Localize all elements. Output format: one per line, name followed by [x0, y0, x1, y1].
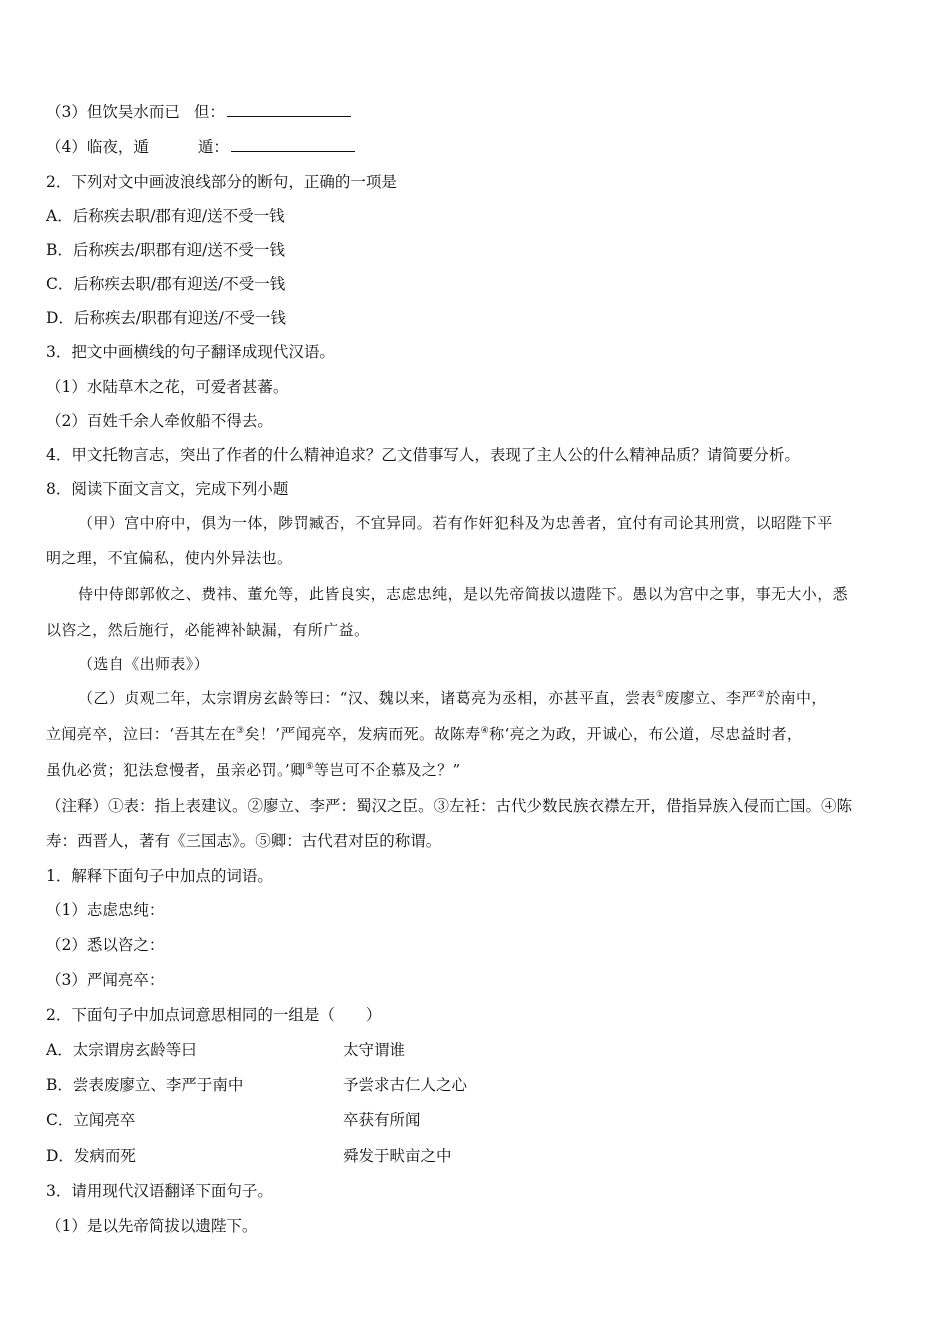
question-stem: 2．下面句子中加点词意思相同的一组是（ ）	[46, 1006, 382, 1024]
sub-question: （1）是以先帝简拔以遗陛下。	[46, 1217, 258, 1235]
passage-text: （乙）贞观二年，太宗谓房玄龄等曰：“汉、魏以来，诸葛亮为丞相，亦甚平直，尝表	[78, 689, 656, 707]
passage-text: 矣！’严闻亮卒，发病而死。故陈寿	[244, 725, 481, 743]
option-b[interactable]: B．后称疾去/职郡有迎/送不受一钱	[46, 241, 285, 259]
sentence-text: （3）但饮吴水而已	[46, 103, 180, 121]
sentence-text: （4）临夜，遁	[46, 138, 149, 156]
sub-question: （1）志虑忠纯：	[46, 901, 165, 919]
sub-question: （2）百姓千余人牵攸船不得去。	[46, 412, 273, 430]
passage-source: （选自《出师表》）	[78, 655, 210, 673]
option-b[interactable]	[46, 1075, 906, 1095]
question-stem: 3．请用现代汉语翻译下面句子。	[46, 1182, 273, 1200]
passage-text: 等岂可不企慕及之？”	[313, 761, 461, 779]
option-right-text: 舜发于畎亩之中	[343, 1147, 452, 1165]
question-stem: 4．甲文托物言志，突出了作者的什么精神追求？乙文借事写人，表现了主人公的什么精神品质？请简要分析。	[46, 446, 800, 464]
question-line	[46, 102, 351, 122]
passage-text: 立闻亮卒，泣曰：‘吾其左在	[46, 725, 236, 743]
option-right-text: 予尝求古仁人之心	[343, 1076, 468, 1094]
passage-text: 於南中，	[765, 689, 827, 707]
annotation-line: 寿：西晋人，著有《三国志》。⑤卿：古代君对臣的称谓。	[46, 832, 442, 850]
question-stem: 2．下列对文中画波浪线部分的断句，正确的一项是	[46, 173, 397, 191]
option-right-text: 卒获有所闻	[343, 1111, 421, 1129]
option-left-text: A．太宗谓房玄龄等曰	[46, 1041, 197, 1059]
question-stem: 1．解释下面句子中加点的词语。	[46, 867, 273, 885]
option-c[interactable]	[46, 1110, 906, 1130]
question-stem: 3．把文中画横线的句子翻译成现代汉语。	[46, 343, 335, 361]
option-a[interactable]: A．后称疾去职/郡有迎/送不受一钱	[46, 207, 285, 225]
passage-jia-line: 以咨之，然后施行，必能裨补缺漏，有所广益。	[46, 621, 370, 639]
question-line	[46, 137, 355, 157]
passage-text: 虽仇必赏；犯法怠慢者，虽亲必罚。’卿	[46, 761, 306, 779]
footnote-marker: ①	[655, 690, 665, 700]
footnote-marker: ④	[480, 726, 490, 736]
answer-label: 但：	[193, 103, 225, 121]
sub-question: （1）水陆草木之花，可爱者甚蕃。	[46, 378, 289, 396]
option-left-text: B．尝表废廖立、李严于南中	[46, 1076, 244, 1094]
sub-question: （2）悉以咨之：	[46, 936, 165, 954]
option-a[interactable]	[46, 1040, 906, 1060]
answer-label: 遁：	[197, 138, 229, 156]
annotation-line: （注释）①表：指上表建议。②廖立、李严：蜀汉之臣。③左衽：古代少数民族衣襟左开，借指异族入侵而亡国。④陈	[46, 797, 853, 815]
footnote-marker: ②	[756, 690, 766, 700]
option-c[interactable]: C．后称疾去职/郡有迎送/不受一钱	[46, 275, 286, 293]
section-title: 8．阅读下面文言文，完成下列小题	[46, 480, 289, 498]
option-d[interactable]	[46, 1146, 906, 1166]
footnote-marker: ③	[235, 726, 245, 736]
passage-yi-line	[46, 760, 461, 780]
option-left-text: D．发病而死	[46, 1147, 136, 1165]
option-left-text: C．立闻亮卒	[46, 1111, 136, 1129]
passage-yi-line	[46, 724, 802, 744]
option-d[interactable]: D．后称疾去/职郡有迎送/不受一钱	[46, 309, 286, 327]
answer-blank[interactable]	[227, 102, 351, 117]
sub-question: （3）严闻亮卒：	[46, 971, 165, 989]
passage-yi-line	[78, 688, 827, 708]
option-right-text: 太守谓谁	[343, 1041, 406, 1059]
passage-jia-line: （甲）宫中府中，俱为一体，陟罚臧否，不宜异同。若有作奸犯科及为忠善者，宜付有司论其刑赏，以昭陛下平	[78, 514, 833, 532]
passage-jia-line: 侍中侍郎郭攸之、费祎、董允等，此皆良实，志虑忠纯，是以先帝简拔以遗陛下。愚以为宫中之事，事无大小，悉	[78, 585, 849, 603]
passage-text: 废廖立、李严	[664, 689, 757, 707]
passage-text: 称‘亮之为政，开诚心，布公道，尽忠益时者，	[489, 725, 803, 743]
footnote-marker: ⑤	[305, 762, 314, 772]
answer-blank[interactable]	[231, 137, 355, 152]
passage-jia-line: 明之理，不宜偏私，使内外异法也。	[46, 549, 293, 567]
